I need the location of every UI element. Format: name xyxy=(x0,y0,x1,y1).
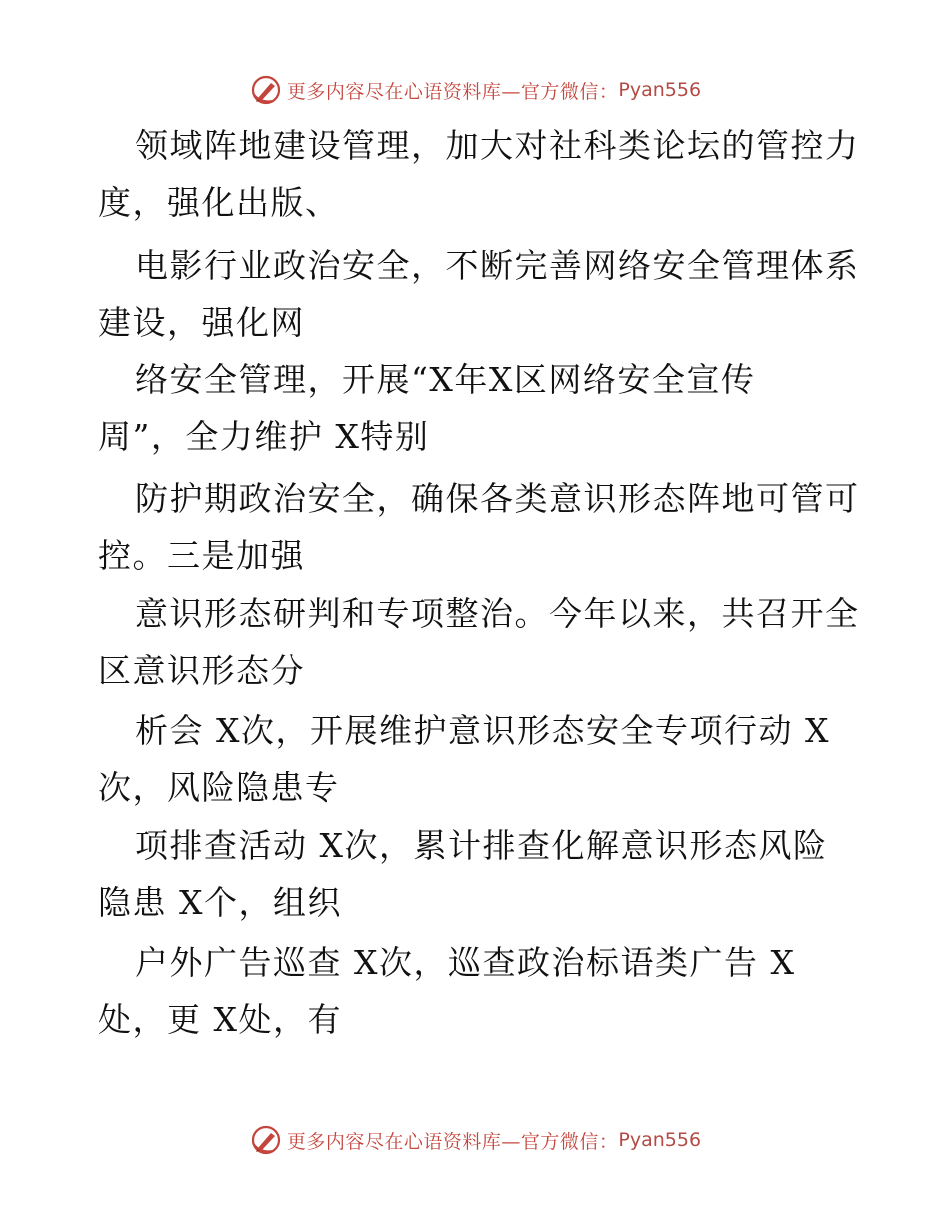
body-line: 项排查活动 X次，累计排查化解意识形态风险 xyxy=(135,826,828,865)
body-line: 防护期政治安全，确保各类意识形态阵地可管可 xyxy=(135,479,860,518)
body-line: 户外广告巡查 X次，巡查政治标语类广告 X xyxy=(135,943,796,982)
footer-watermark xyxy=(0,1120,950,1160)
body-line: 络安全管理，开展“X年X区网络安全宣传 xyxy=(135,360,756,399)
body-line: 控。三是加强 xyxy=(98,536,305,575)
body-line: 电影行业政治安全，不断完善网络安全管理体系 xyxy=(135,246,860,285)
watermark-handle: Pyan556 xyxy=(618,1129,702,1151)
watermark-text: 更多内容尽在心语资料库—官方微信： xyxy=(286,1130,619,1153)
watermark-handle: Pyan556 xyxy=(618,79,702,101)
watermark-text: 更多内容尽在心语资料库—官方微信： xyxy=(286,80,619,103)
body-line: 隐患 X个，组织 xyxy=(98,883,342,922)
body-line: 度，强化出版、 xyxy=(98,183,340,222)
body-line: 处，更 X处，有 xyxy=(98,1000,342,1039)
body-line: 次，风险隐患专 xyxy=(98,768,340,807)
body-line: 区意识形态分 xyxy=(98,651,305,690)
body-line: 析会 X次，开展维护意识形态安全专项行动 X xyxy=(135,711,830,750)
body-line: 意识形态研判和专项整治。今年以来，共召开全 xyxy=(135,594,860,633)
body-line: 周”，全力维护 X特别 xyxy=(98,417,430,456)
pen-logo-icon xyxy=(249,73,283,107)
body-line: 建设，强化网 xyxy=(98,303,305,342)
header-watermark xyxy=(0,70,950,110)
pen-logo-icon xyxy=(249,1123,283,1157)
body-line: 领域阵地建设管理，加大对社科类论坛的管控力 xyxy=(135,126,860,165)
